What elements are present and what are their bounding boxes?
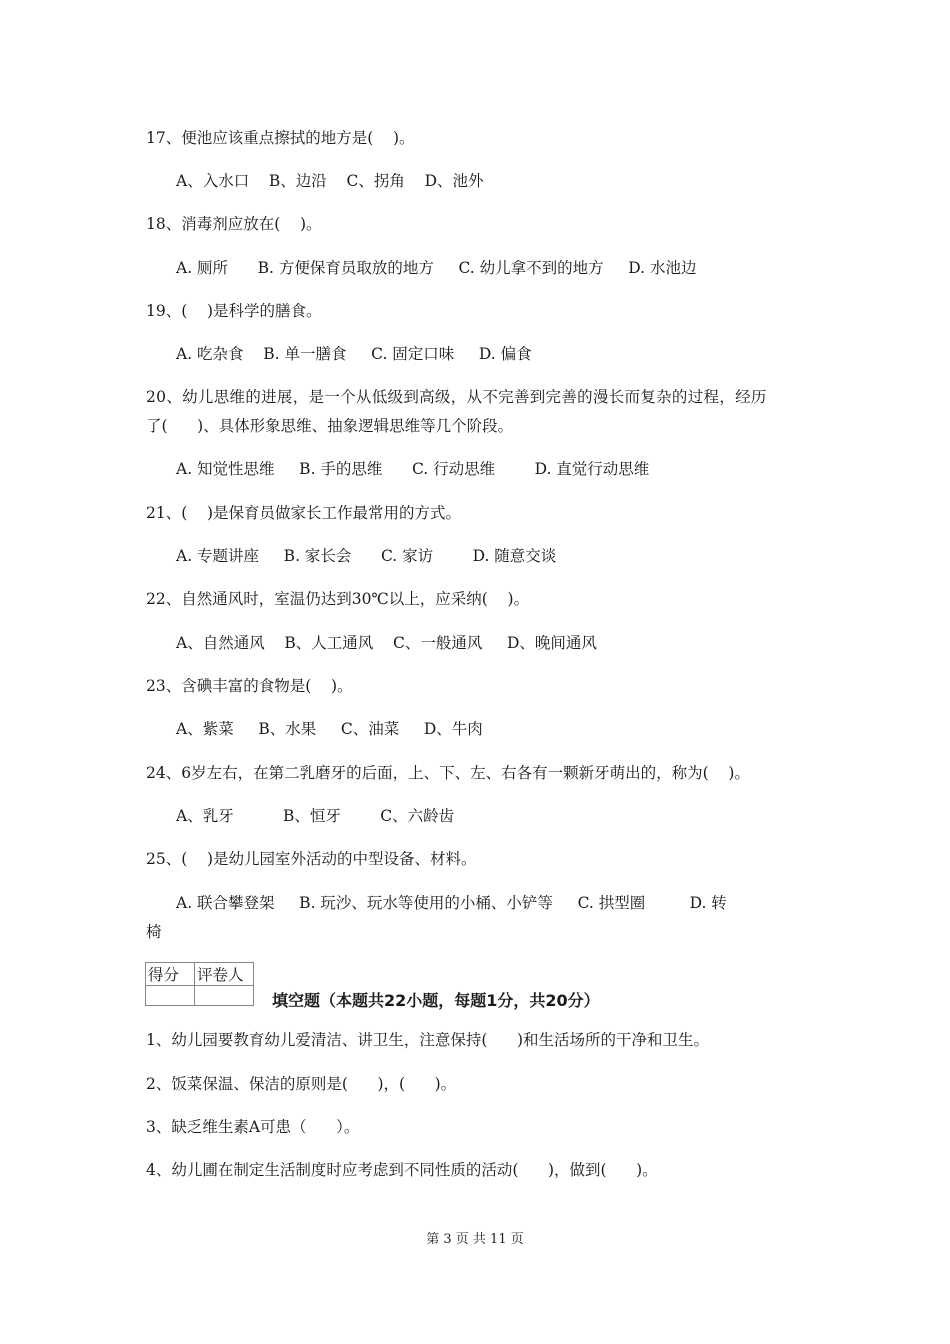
question-25-text: 25、( )是幼儿园室外活动的中型设备、材料。 — [146, 850, 477, 868]
fill-in-question-1: 1、幼儿园要教育幼儿爱清洁、讲卫生，注意保持( )和生活场所的干净和卫生。 — [146, 1031, 710, 1049]
question-25-options: A. 联合攀登架 B. 玩沙、玩水等使用的小桶、小铲等 C. 拱型圈 D. 转 — [176, 894, 727, 912]
page-footer: 第 3 页 共 11 页 — [426, 1232, 524, 1247]
question-25-options-continued: 椅 — [146, 923, 162, 941]
question-19-options: A. 吃杂食 B. 单一膳食 C. 固定口味 D. 偏食 — [176, 345, 532, 363]
score-label: 得分 — [146, 963, 195, 986]
question-24-options: A、乳牙 B、恒牙 C、六龄齿 — [176, 807, 455, 825]
question-24-text: 24、6岁左右，在第二乳磨牙的后面，上、下、左、右各有一颗新牙萌出的，称为( )。 — [146, 764, 750, 782]
question-23-text: 23、含碘丰富的食物是( )。 — [146, 677, 353, 695]
question-18-text: 18、消毒剂应放在( )。 — [146, 215, 322, 233]
question-22-text: 22、自然通风时，室温仍达到30℃以上，应采纳( )。 — [146, 590, 530, 608]
question-20-text-continued: 了( )、具体形象思维、抽象逻辑思维等几个阶段。 — [146, 417, 514, 435]
grader-label: 评卷人 — [195, 963, 254, 986]
question-17-text: 17、便池应该重点擦拭的地方是( )。 — [146, 129, 415, 147]
section-title: 填空题（本题共22小题，每题1分，共20分） — [272, 991, 600, 1010]
question-23-options: A、紫菜 B、水果 C、油菜 D、牛肉 — [176, 720, 483, 738]
question-21-options: A. 专题讲座 B. 家长会 C. 家访 D. 随意交谈 — [176, 547, 557, 565]
grader-cell[interactable] — [195, 986, 254, 1006]
fill-in-question-2: 2、饭菜保温、保洁的原则是( )，( )。 — [146, 1075, 457, 1093]
score-cell[interactable] — [146, 986, 195, 1006]
question-19-text: 19、( )是科学的膳食。 — [146, 302, 322, 320]
question-20-text: 20、幼儿思维的进展，是一个从低级到高级，从不完善到完善的漫长而复杂的过程，经历 — [146, 388, 767, 406]
question-21-text: 21、( )是保育员做家长工作最常用的方式。 — [146, 504, 462, 522]
question-17-options: A、入水口 B、边沿 C、拐角 D、池外 — [176, 172, 484, 190]
question-20-options: A. 知觉性思维 B. 手的思维 C. 行动思维 D. 直觉行动思维 — [176, 460, 650, 478]
fill-in-question-3: 3、缺乏维生素A可患（ ）。 — [146, 1118, 360, 1136]
fill-in-question-4: 4、幼儿圃在制定生活制度时应考虑到不同性质的活动( )，做到( )。 — [146, 1161, 658, 1179]
score-box — [145, 962, 254, 1006]
question-18-options: A. 厕所 B. 方便保育员取放的地方 C. 幼儿拿不到的地方 D. 水池边 — [176, 259, 697, 277]
question-22-options: A、自然通风 B、人工通风 C、一般通风 D、晚间通风 — [176, 634, 597, 652]
